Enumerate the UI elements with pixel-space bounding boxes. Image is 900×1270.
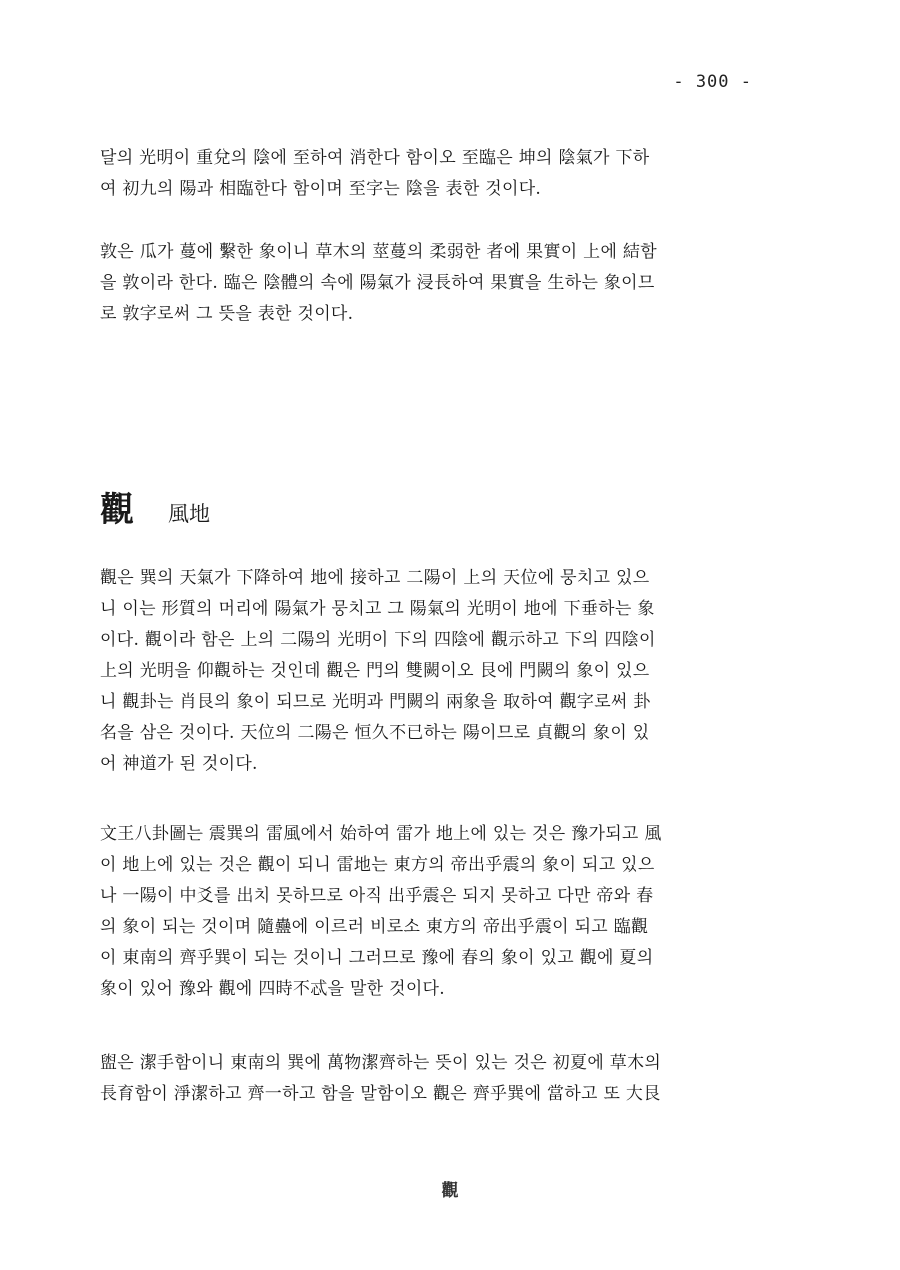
paragraph-1: 달의 光明이 重兌의 陰에 至하여 消한다 함이오 至臨은 坤의 陰氣가 下하 여 初九의 陽과 相臨한다 함이며 至字는 陰을 表한 것이다. [100,148,650,199]
section-heading [100,482,210,531]
paragraph-2: 敦은 瓜가 蔓에 繫한 象이니 草木의 莖蔓의 柔弱한 者에 果實이 上에 結함 을 敦이라 한다. 臨은 陰體의 속에 陽氣가 浸長하여 果實을 生하는 象이므 로 敦字로써 그 뜻을 表한 것이다. [100,242,657,324]
paragraph-3: 觀은 巽의 天氣가 下降하여 地에 接하고 二陽이 上의 天位에 뭉치고 있으 니 이는 形質의 머리에 陽氣가 뭉치고 그 陽氣의 光明이 地에 下垂하는 象 이다. 觀이라 함은 上의 二陽의 光明이 下의 四陰에 觀示하고 下의 四陰이 上의 光明을 仰觀하는 것인데 觀은 門의 雙闕이오 艮에 門闕의 象이 있으 니 觀卦는 肖艮의 象이 되므로 光明과 門闕의 兩象을 取하여 觀字로써 卦 名을 삼은 것이다. 天位의 二陽은 恒久不已하는 陽이므로 貞觀의 象이 있 어 神道가 된 것이다. [100,568,656,774]
page-number: - 300 - [673,72,752,92]
section-title: 觀 [100,490,134,530]
paragraph-4: 文王八卦圖는 震巽의 雷風에서 始하여 雷가 地上에 있는 것은 豫가되고 風 이 地上에 있는 것은 觀이 되니 雷地는 東方의 帝出乎震의 象이 되고 있으 나 一陽이 中爻를 出치 못하므로 아직 出乎震은 되지 못하고 다만 帝와 春 의 象이 되는 것이며 隨蠱에 이르러 비로소 東方의 帝出乎震이 되고 臨觀 이 東南의 齊乎巽이 되는 것이니 그러므로 豫에 春의 象이 있고 觀에 夏의 象이 있어 豫와 觀에 四時不忒을 말한 것이다. [100,824,662,999]
paragraph-5: 盥은 潔手함이니 東南의 巽에 萬物潔齊하는 뜻이 있는 것은 初夏에 草木의 長育함이 淨潔하고 齊一하고 함을 말함이오 觀은 齊乎巽에 當하고 또 大艮 [100,1053,662,1104]
page-footer: 觀 [441,1181,459,1201]
section-subtitle: 風地 [168,502,210,526]
